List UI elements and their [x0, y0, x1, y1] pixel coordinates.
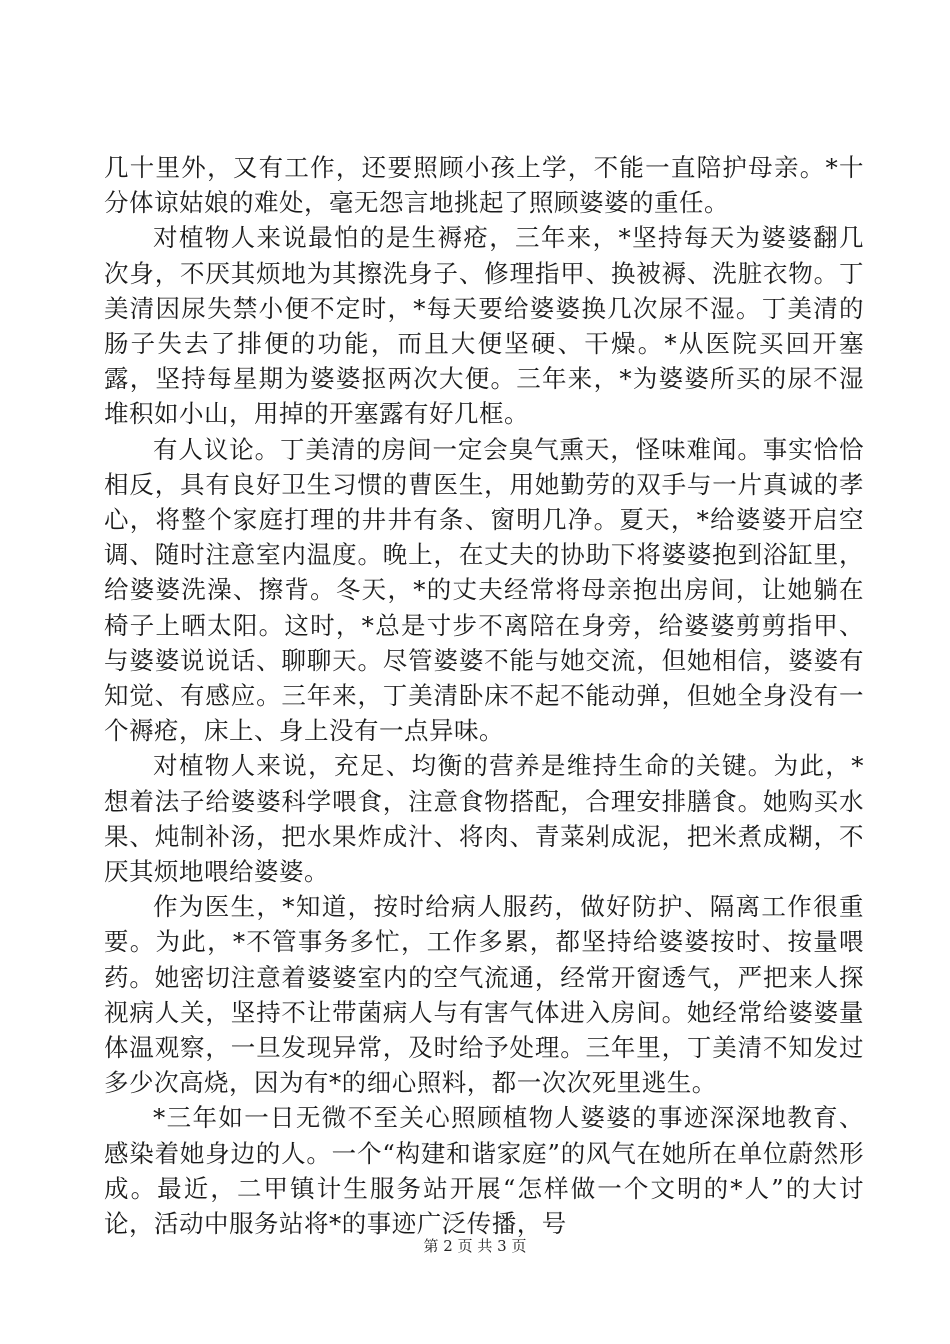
paragraph: 几十里外，又有工作，还要照顾小孩上学，不能一直陪护母亲。*十分体谅姑娘的难处，毫无怨言地挑起了照顾婆婆的重任。 — [104, 153, 864, 218]
paragraph: *三年如一日无微不至关心照顾植物人婆婆的事迹深深地教育、感染着她身边的人。一个“构建和谐家庭”的风气在她所在单位蔚然形成。最近，二甲镇计生服务站开展“怎样做一个文明的*人”的大讨论，活动中服务站将*的事迹广泛传播，号 — [104, 1103, 864, 1239]
page-footer: 第 2 页 共 3 页 — [423, 1237, 527, 1255]
paragraph: 作为医生，*知道，按时给病人服药，做好防护、隔离工作很重要。为此，*不管事务多忙，工作多累，都坚持给婆婆按时、按量喂药。她密切注意着婆婆室内的空气流通，经常开窗透气，严把来人探视病人关，坚持不让带菌病人与有害气体进入房间。她经常给婆婆量体温观察，一旦发现异常，及时给予处理。三年里，丁美清不知发过多少次高烧，因为有*的细心照料，都一次次死里逃生。 — [104, 892, 864, 1098]
body-text — [104, 150, 864, 1241]
paragraph: 对植物人来说，充足、均衡的营养是维持生命的关键。为此，*想着法子给婆婆科学喂食，注意食物搭配，合理安排膳食。她购买水果、炖制补汤，把水果炸成汁、将肉、青菜剁成泥，把米煮成糊，不厌其烦地喂给婆婆。 — [104, 751, 864, 887]
paragraph: 有人议论。丁美清的房间一定会臭气熏天，怪味难闻。事实恰恰相反，具有良好卫生习惯的曹医生，用她勤劳的双手与一片真诚的孝心，将整个家庭打理的井井有条、窗明几净。夏天，*给婆婆开启空调、随时注意室内温度。晚上，在丈夫的协助下将婆婆抱到浴缸里，给婆婆洗澡、擦背。冬天，*的丈夫经常将母亲抱出房间，让她躺在椅子上晒太阳。这时，*总是寸步不离陪在身旁，给婆婆剪剪指甲、与婆婆说说话、聊聊天。尽管婆婆不能与她交流，但她相信，婆婆有知觉、有感应。三年来，丁美清卧床不起不能动弹，但她全身没有一个褥疮，床上、身上没有一点异味。 — [104, 434, 864, 746]
paragraph: 对植物人来说最怕的是生褥疮，三年来，*坚持每天为婆婆翻几次身，不厌其烦地为其擦洗身子、修理指甲、换被褥、洗脏衣物。丁美清因尿失禁小便不定时，*每天要给婆婆换几次尿不湿。丁美清的肠子失去了排便的功能，而且大便坚硬、干燥。*从医院买回开塞露，坚持每星期为婆婆抠两次大便。三年来，*为婆婆所买的尿不湿堆积如小山，用掉的开塞露有好几框。 — [104, 223, 864, 429]
